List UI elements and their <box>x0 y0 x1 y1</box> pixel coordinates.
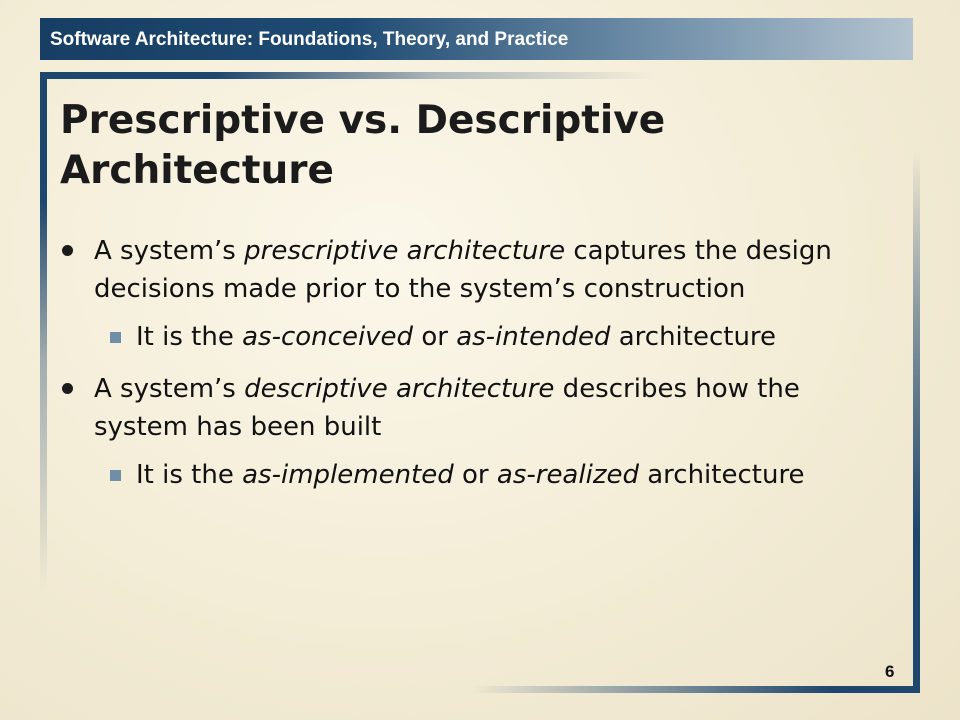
sub-bullet-text: It is the <box>136 460 243 490</box>
sub-bullet-text: or <box>453 460 497 490</box>
frame-right-border <box>913 150 920 693</box>
bullet-list <box>60 232 900 508</box>
bullet-emphasis: descriptive architecture <box>244 374 555 404</box>
sub-bullet-text: architecture <box>638 460 805 490</box>
bullet-item-descriptive <box>60 370 900 446</box>
sub-bullet-emphasis: as-implemented <box>242 460 454 490</box>
course-title: Software Architecture: Foundations, Theory, and Practice <box>50 29 569 50</box>
sub-bullet-emphasis: as-intended <box>456 322 611 352</box>
page-number: 6 <box>885 662 895 681</box>
bullet-text: A system’s <box>94 236 245 266</box>
bullet-text: A system’s <box>94 374 245 404</box>
diamond-bullet-icon <box>110 470 121 481</box>
sub-bullet-item-as-conceived <box>60 318 900 356</box>
sub-bullet-text: architecture <box>610 322 777 352</box>
sub-bullet-text: It is the <box>136 322 243 352</box>
sub-bullet-text: or <box>413 322 457 352</box>
frame-bottom-border <box>470 686 920 693</box>
slide-title-line-2: Architecture <box>60 148 334 193</box>
bullet-text: captures the design decisions made prior to the system’s construction <box>94 236 832 304</box>
sub-bullet-item-as-implemented <box>60 456 900 494</box>
frame-left-border <box>40 72 47 592</box>
bullet-dot-icon <box>62 383 73 394</box>
sub-bullet-emphasis: as-realized <box>496 460 639 490</box>
sub-bullet-emphasis: as-conceived <box>242 322 414 352</box>
diamond-bullet-icon <box>110 332 121 343</box>
slide-title-line-1: Prescriptive vs. Descriptive <box>60 98 666 143</box>
frame-top-border <box>40 72 920 79</box>
slide-title <box>60 96 880 196</box>
bullet-emphasis: prescriptive architecture <box>244 236 566 266</box>
bullet-dot-icon <box>62 245 73 256</box>
bullet-text: describes how the system has been built <box>94 374 800 442</box>
bullet-item-prescriptive <box>60 232 900 308</box>
